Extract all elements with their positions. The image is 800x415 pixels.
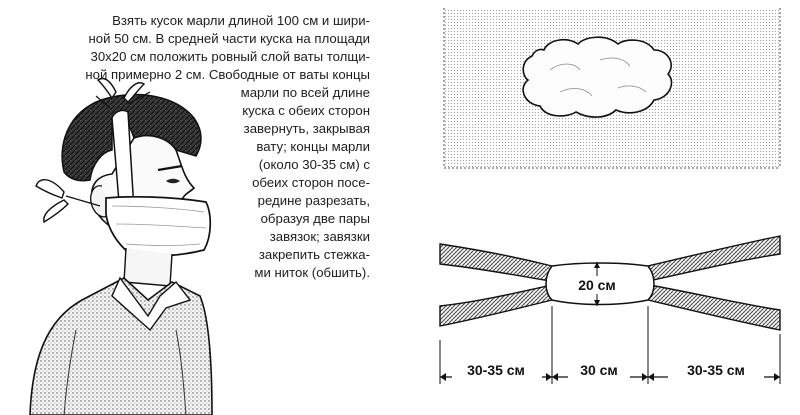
segment-label-middle: 30 см [580,362,618,378]
instruction-line-1: Взять кусок марли длиной 100 см и шири- [112,13,370,28]
instruction-line-3: 30х20 см положить ровный слой ваты толщи- [90,49,370,64]
segment-label-left: 30-35 см [467,362,525,378]
instruction-line-5: марли по всей длине [240,85,370,100]
instruction-line-4: ной примерно 2 см. Свободные от ваты концы [85,67,370,82]
instruction-line-9: (около 30-35 см) с [258,157,370,172]
tie-lower-right [644,284,780,330]
instruction-line-15: ми ниток (обшить). [254,265,370,280]
tie-upper-right [644,236,780,282]
instruction-line-13: завязок; завязки [269,229,370,244]
tie-upper-left [440,244,556,282]
instruction-line-14: закрепить стежка- [258,247,370,262]
instruction-line-2: ной 50 см. В средней части куска на площади [88,31,370,46]
instruction-line-10: обеих сторон посе- [252,175,370,190]
tie-lower-left [440,284,556,326]
segment-label-right: 30-35 см [687,362,745,378]
instruction-line-8: вату; концы марли [256,139,370,154]
instruction-line-12: образуя две пары [260,211,370,226]
instruction-line-6: куска с обеих сторон [242,103,370,118]
instruction-line-11: редине разрезать, [257,193,370,208]
instruction-line-7: завернуть, закрывая [243,121,370,136]
pad-height-label: 20 см [578,277,616,293]
